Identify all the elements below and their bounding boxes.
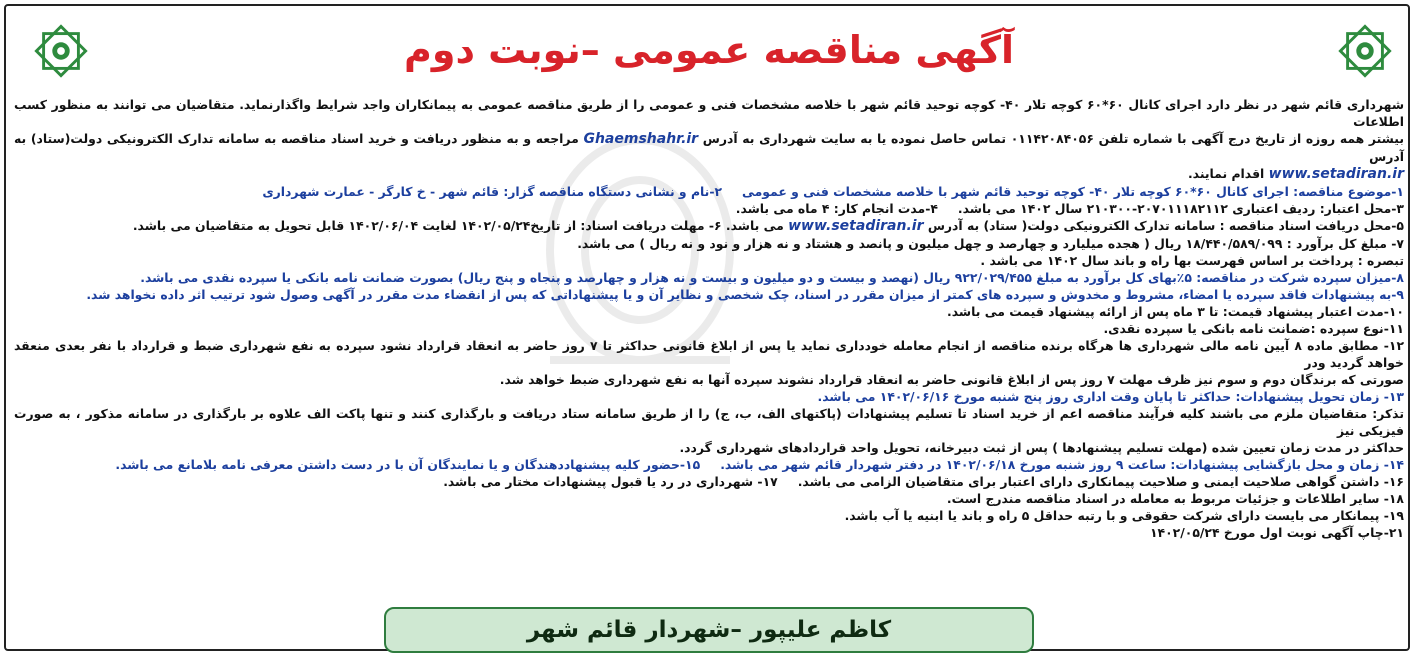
list-item: ۱۸- سایر اطلاعات و جزئیات مربوط به معامله در اسناد مناقصه مندرج است. bbox=[946, 491, 1404, 506]
list-item: تذکر: متقاضیان ملزم می باشند کلیه فرآیند مناقصه اعم از خرید اسناد تا تسلیم پیشنهادات (پاکتهای الف، ب، ج) را از طریق سامانه ستاد دریافت و بارگذاری کنند و تنها پاکت الف علاوه بر بارگذاری در سامانه مذکور ، به صورت فیزیکی نیز bbox=[14, 406, 1404, 438]
list-item: ۳-محل اعتبار: ردیف اعتباری ۲۰۷۰۱۱۱۸۲۱۱۲-۲۱۰۳۰۰ سال ۱۴۰۲ می باشد.۴-مدت انجام کار: ۴ ماه می باشد. bbox=[735, 201, 1404, 216]
page-title: آگهی مناقصه عمومی –نوبت دوم bbox=[403, 28, 1015, 72]
list-item: تبصره : پرداخت بر اساس فهرست بها راه و باند سال ۱۴۰۲ می باشد . bbox=[980, 253, 1404, 268]
list-item: ۱۹- پیمانکار می بایست دارای شرکت حقوقی و با رتبه حداقل ۵ راه و باند یا ابنیه یا آب باشد. bbox=[844, 508, 1404, 523]
list-item: ۵-محل دریافت اسناد مناقصه : سامانه تدارک الکترونیکی دولت( ستاد) به آدرس www.setadiran.ir می باشد. ۶- مهلت دریافت اسناد: از تاریخ۱۴۰۲/۰۵/۲۴ لغایت ۱۴۰۲/۰۶/۰۴ قابل تحویل به متقاضیان می باشد. bbox=[132, 218, 1404, 234]
list-item: ۱۴- زمان و محل بازگشایی پیشنهادات: ساعت ۹ روز شنبه مورخ ۱۴۰۲/۰۶/۱۸ در دفتر شهردار قائم شهر می باشد.۱۵-حضور کلیه پیشنهاددهندگان و یا نمایندگان آن با در دست داشتن معرفی نامه بلامانع می باشد. bbox=[115, 457, 1404, 472]
list-item: ۱۲- مطابق ماده ۸ آیین نامه مالی شهرداری ها هرگاه برنده مناقصه از انجام معامله خودداری نماید یا پس از ابلاغ قانونی حداکثر تا ۷ روز حاضر به انعقاد قرارداد نشود سپرده به نفع شهرداری ضبط و قرارداد با نفر بعدی منعقد خواهد گردید ودر bbox=[14, 338, 1405, 370]
notice-body bbox=[14, 96, 1404, 541]
list-item: ۱۳- زمان تحویل پیشنهادات: حداکثر تا پایان وقت اداری روز پنج شنبه مورخ ۱۴۰۲/۰۶/۱۶ می باشد. bbox=[817, 389, 1404, 404]
signature-banner: کاظم علیپور –شهردار قائم شهر bbox=[384, 607, 1034, 653]
list-item: ۱۰-مدت اعتبار پیشنهاد قیمت: تا ۳ ماه پس از ارائه پیشنهاد قیمت می باشد. bbox=[947, 304, 1404, 319]
intro-line: شهرداری قائم شهر در نظر دارد اجرای کانال ۶۰*۶۰ کوچه تلار ۴۰- کوچه توحید قائم شهر با خلاصه مشخصات فنی و عمومی را از طریق مناقصه عمومی به پیمانکاران واجد شرایط واگذارنماید. متقاضیان می توانند به منظور کسب اطلاعات bbox=[14, 97, 1404, 129]
setad-link[interactable]: www.setadiran.ir bbox=[788, 218, 924, 234]
list-item: ۸-میزان سپرده شرکت در مناقصه: ۵٪بهای کل برآورد به مبلغ ۹۲۲/۰۲۹/۴۵۵ ریال (نهصد و بیست و دو میلیون و بیست و نه هزار و چهارصد و پنجاه و پنج ریال) بصورت ضمانت نامه بانکی یا سپرده نقدی می باشد. bbox=[140, 270, 1404, 285]
list-item: ۹-به پیشنهادات فاقد سپرده یا امضاء، مشروط و مخدوش و سپرده های کمتر از میزان مقرر در اسناد، چک شخصی و نظایر آن و یا پیشنهاداتی که پس از انقضاء مدت مقرر در آگهی وصول شود ترتیب اثر داده نخواهد شد. bbox=[86, 287, 1404, 302]
website-link[interactable]: Ghaemshahr.ir bbox=[583, 131, 699, 147]
list-item: ۲۱-چاپ آگهی نوبت اول مورخ ۱۴۰۲/۰۵/۲۴ bbox=[1149, 525, 1404, 540]
list-item: ۱۱-نوع سپرده :ضمانت نامه بانکی یا سپرده نقدی. bbox=[1103, 321, 1404, 336]
list-item: ۷- مبلغ کل برآورد : ۱۸/۴۴۰/۵۸۹/۰۹۹ ریال ( هجده میلیارد و چهارصد و چهل میلیون و پانصد و هشتاد و نه هزار و نود و نه ریال ) می باشد. bbox=[577, 236, 1404, 251]
setad-link[interactable]: www.setadiran.ir bbox=[1268, 166, 1404, 182]
intro-line: www.setadiran.ir اقدام نمایند. bbox=[1187, 166, 1404, 182]
list-item: ۱۶- داشتن گواهی صلاحیت ایمنی و صلاحیت پیمانکاری دارای اعتبار برای متقاضیان الزامی می باشد.۱۷- شهرداری در رد یا قبول پیشنهادات مختار می باشد. bbox=[443, 474, 1404, 489]
list-item: صورتی که برندگان دوم و سوم نیز ظرف مهلت ۷ روز پس از ابلاغ قانونی حاضر به انعقاد قرارداد نشوند سپرده آنها به نفع شهرداری ضبط خواهد شد. bbox=[499, 372, 1404, 387]
list-item: حداکثر در مدت زمان تعیین شده (مهلت تسلیم پیشنهادها ) پس از ثبت دبیرخانه، تحویل واحد قراردادهای شهرداری گردد. bbox=[679, 440, 1404, 455]
intro-line: بیشتر همه روزه از تاریخ درج آگهی با شماره تلفن ۰۱۱۴۲۰۸۴۰۵۶ تماس حاصل نموده یا به سایت شهرداری به آدرس Ghaemshahr.ir مراجعه و به منظور دریافت و خرید اسناد مناقصه به سامانه تدارک الکترونیکی دولت(ستاد) به آدرس bbox=[14, 131, 1404, 164]
list-item: ۱-موضوع مناقصه: اجرای کانال ۶۰*۶۰ کوچه تلار ۴۰- کوچه توحید قائم شهر با خلاصه مشخصات فنی و عمومی۲-نام و نشانی دستگاه مناقصه گزار: قائم شهر - خ کارگر - عمارت شهرداری bbox=[262, 184, 1404, 199]
